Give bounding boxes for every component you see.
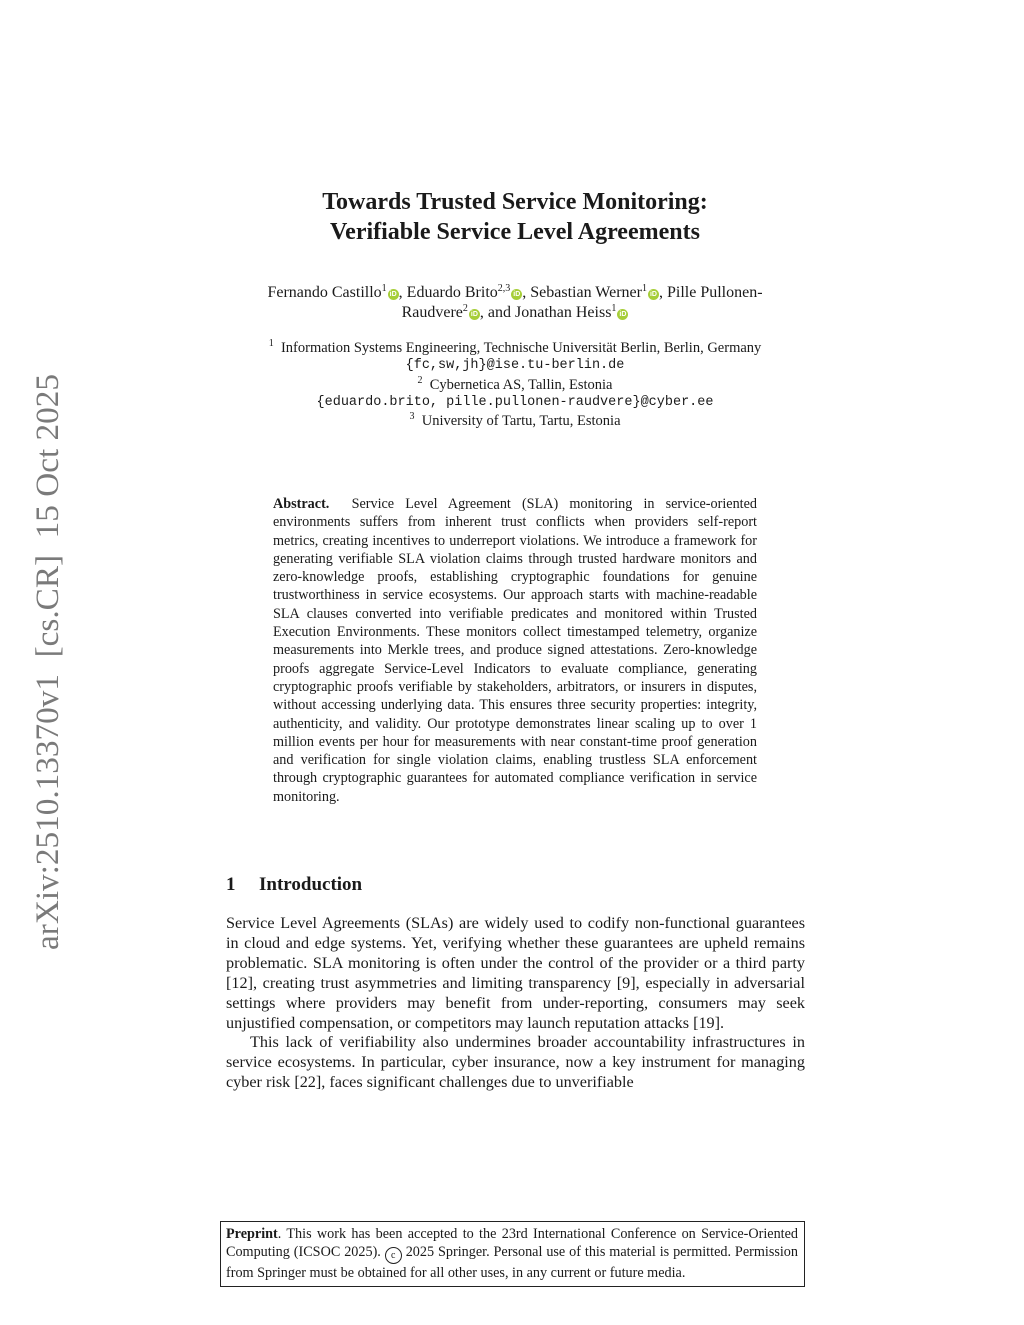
affiliation-number: 3 (409, 411, 415, 423)
orcid-icon[interactable]: iD (470, 311, 478, 318)
affiliations (210, 339, 820, 430)
affiliation-text: Information Systems Engineering, Technische Universität Berlin, Berlin, Germany (280, 340, 762, 356)
affiliation-2 (210, 376, 820, 394)
section-number: 1 (226, 874, 236, 895)
author-affiliation-mark: 2 (462, 303, 468, 314)
author-affiliation-mark: 1 (381, 283, 387, 294)
section-title: Introduction (259, 874, 363, 895)
abstract (273, 495, 757, 806)
section-heading (226, 873, 362, 897)
orcid-icon[interactable]: iD (649, 291, 657, 298)
copyright-icon: c (385, 1247, 402, 1264)
orcid-icon[interactable]: iD (389, 291, 397, 298)
author-separator: , (398, 284, 407, 301)
abstract-label: Abstract. (273, 496, 330, 512)
arxiv-identifier-stamp (14, 372, 74, 952)
preprint-notice (220, 1221, 805, 1287)
author-name: Eduardo Brito (406, 284, 498, 301)
author-name: Pille Pullonen-Raudvere (401, 284, 763, 321)
preprint-text: . This work has been accepted to the 23rd International Conference on Service-Oriented Computing (ICSOC 2025). (226, 1226, 802, 1261)
author-separator: , (658, 284, 667, 301)
preprint-text: 2025 Springer. Personal use of this material is permitted. Permission from Springer must be obtained for all other uses, in any current or future media. (226, 1244, 802, 1282)
orcid-icon[interactable]: iD (513, 291, 521, 298)
affiliation-number: 1 (268, 338, 274, 349)
author-separator: , and (479, 304, 515, 321)
preprint-label: Preprint (226, 1226, 278, 1242)
paper-title-line-2: Verifiable Service Level Agreements (330, 219, 700, 245)
author-affiliation-mark: 1 (611, 303, 617, 314)
affiliation-3 (210, 412, 820, 430)
author-affiliation-mark: 1 (641, 283, 647, 294)
author-separator: , (522, 284, 531, 301)
affiliation-1 (210, 339, 820, 357)
arxiv-stamp-text: arXiv:2510.13370v1 [cs.CR] 15 Oct 2025 (30, 378, 66, 950)
orcid-icon[interactable]: iD (619, 311, 627, 318)
affiliation-email[interactable]: {fc,sw,jh}@ise.tu-berlin.de (405, 358, 625, 374)
affiliation-email[interactable]: {eduardo.brito, pille.pullonen-raudvere}@cyber.ee (316, 394, 714, 410)
paragraph: Service Level Agreements (SLAs) are widely used to codify non-functional guarantees in cloud and edge systems. Yet, verifying whether these guarantees are upheld remains problematic. SLA monitoring is often under the control of the provider or a third party [12], creating trust asymmetries and limiting transparency [9], especially in adversarial settings where providers may benefit from under-reporting, consumers may seek unjustified compensation, or competitors may launch reputation attacks [19]. (226, 914, 805, 1032)
author-list (240, 283, 790, 323)
paper-title-line-1: Towards Trusted Service Monitoring: (322, 189, 708, 215)
abstract-text: Service Level Agreement (SLA) monitoring in service-oriented environments suffers from inherent trust conflicts when providers self-report metrics, creating incentives to underreport violations. We introduce a framework for generating verifiable SLA violation claims through trusted hardware monitors and zero-knowledge proofs, establishing cryptographic foundations for genuine trustworthiness in service ecosystems. Our approach starts with machine-readable SLA clauses converted into verifiable predicates and monitored within Trusted Execution Environments. These monitors collect timestamped telemetry, organize measurements into Merkle trees, and produce signed attestations. Zero-knowledge proofs aggregate Service-Level Indicators to evaluate compliance, generating cryptographic proofs verifiable by stakeholders, arbitrators, or insurers in disputes, without accessing underlying data. This ensures three security properties: integrity, authenticity, and validity. Our prototype demonstrates linear scaling up to over 1 million events per hour for measurements with near constant-time proof generation and verification for single violation claims, enabling trustless SLA enforcement through cryptographic guarantees for automated compliance verification in service monitoring. (273, 496, 757, 805)
introduction-body (226, 914, 805, 1093)
author-name: Sebastian Werner (530, 284, 642, 301)
paragraph: This lack of verifiability also undermines broader accountability infrastructures in service ecosystems. In particular, cyber insurance, now a key instrument for managing cyber risk [22], faces significant challenges due to unverifiable (226, 1033, 805, 1092)
paper-title (200, 187, 830, 247)
author-name: Jonathan Heiss (514, 304, 612, 321)
affiliation-number: 2 (417, 374, 423, 386)
affiliation-text: University of Tartu, Tartu, Estonia (421, 413, 621, 430)
author-affiliation-mark: 2,3 (497, 283, 511, 294)
affiliation-text: Cybernetica AS, Tallin, Estonia (429, 376, 613, 393)
author-name: Fernando Castillo (267, 284, 382, 301)
